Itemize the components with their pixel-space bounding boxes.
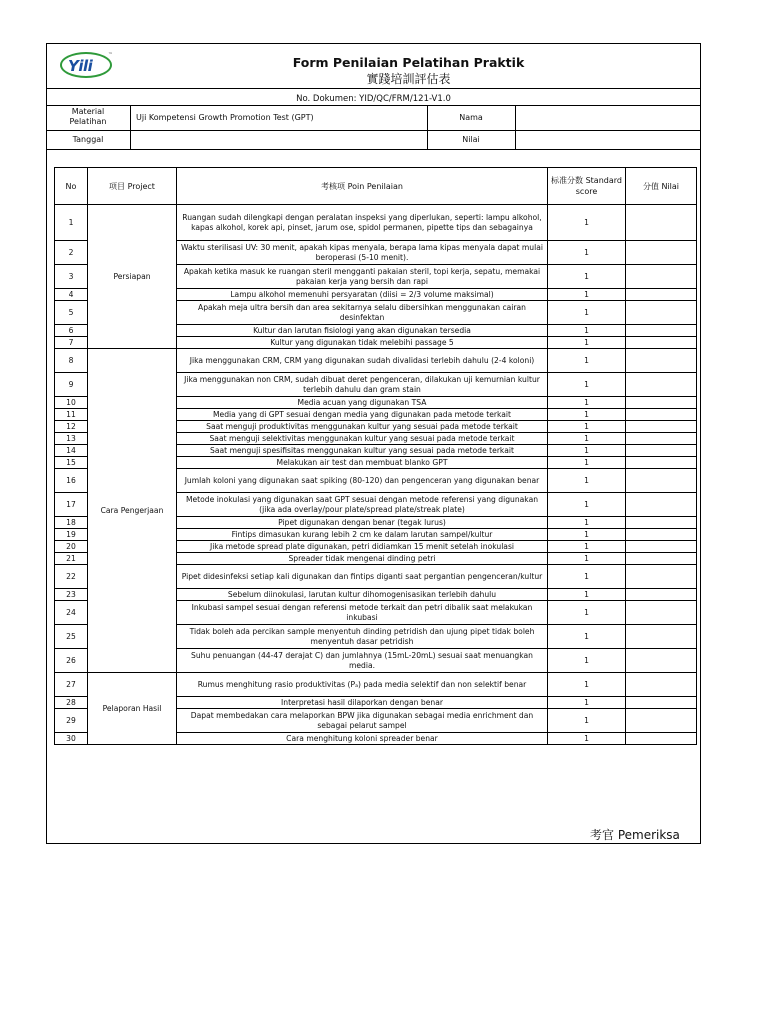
row-number: 6 xyxy=(55,325,88,337)
standard-score: 1 xyxy=(548,349,626,373)
nilai-input[interactable] xyxy=(626,337,697,349)
nilai-input[interactable] xyxy=(626,205,697,241)
nilai-input[interactable] xyxy=(626,445,697,457)
trademark-mark: ™ xyxy=(108,52,113,58)
assessment-point: Jumlah koloni yang digunakan saat spiking (80-120) dan pengenceran yang digunakan benar xyxy=(177,469,548,493)
header-poin: 考核项 Poin Penilaian xyxy=(177,168,548,205)
nilai-input[interactable] xyxy=(626,649,697,673)
row-number: 17 xyxy=(55,493,88,517)
standard-score: 1 xyxy=(548,589,626,601)
row-number: 25 xyxy=(55,625,88,649)
nilai-input[interactable] xyxy=(626,421,697,433)
row-number: 29 xyxy=(55,709,88,733)
yili-logo xyxy=(60,48,114,82)
assessment-point: Media yang di GPT sesuai dengan media yang digunakan pada metode terkait xyxy=(177,409,548,421)
nilai-input[interactable] xyxy=(626,541,697,553)
standard-score: 1 xyxy=(548,649,626,673)
nilai-input[interactable] xyxy=(626,493,697,517)
assessment-point: Pipet digunakan dengan benar (tegak lurus) xyxy=(177,517,548,529)
nilai-input[interactable] xyxy=(626,697,697,709)
nilai-input[interactable] xyxy=(626,457,697,469)
nilai-input[interactable] xyxy=(626,433,697,445)
row-number: 20 xyxy=(55,541,88,553)
standard-score: 1 xyxy=(548,493,626,517)
standard-score: 1 xyxy=(548,337,626,349)
pemeriksa-label: 考官 Pemeriksa xyxy=(590,828,680,842)
assessment-point: Dapat membedakan cara melaporkan BPW jika digunakan sebagai media enrichment dan sebagai pelarut sampel xyxy=(177,709,548,733)
assessment-point: Sebelum diinokulasi, larutan kultur dihomogenisasikan terlebih dahulu xyxy=(177,589,548,601)
standard-score: 1 xyxy=(548,625,626,649)
row-number: 4 xyxy=(55,289,88,301)
divider xyxy=(427,105,428,149)
assessment-point: Saat menguji produktivitas menggunakan kultur yang sesuai pada metode terkait xyxy=(177,421,548,433)
logo-text: Yili xyxy=(68,57,93,75)
nilai-input[interactable] xyxy=(626,469,697,493)
nilai-input[interactable] xyxy=(626,625,697,649)
document-number: No. Dokumen: YID/QC/FRM/121-V1.0 xyxy=(296,94,451,104)
row-number: 7 xyxy=(55,337,88,349)
standard-score: 1 xyxy=(548,529,626,541)
divider xyxy=(46,105,701,106)
standard-score: 1 xyxy=(548,541,626,553)
nilai-input[interactable] xyxy=(626,409,697,421)
row-number: 9 xyxy=(55,373,88,397)
standard-score: 1 xyxy=(548,733,626,745)
nama-label: Nama xyxy=(459,113,483,122)
assessment-point: Inkubasi sampel sesuai dengan referensi metode terkait dan petri dibalik saat melakukan inkubasi xyxy=(177,601,548,625)
assessment-point: Saat menguji selektivitas menggunakan kultur yang sesuai pada metode terkait xyxy=(177,433,548,445)
divider xyxy=(46,130,701,131)
table-row xyxy=(55,349,697,373)
assessment-table xyxy=(54,167,697,745)
row-number: 12 xyxy=(55,421,88,433)
row-number: 22 xyxy=(55,565,88,589)
table-row xyxy=(55,673,697,697)
form-subtitle: 實踐培訓評估表 xyxy=(366,72,451,86)
standard-score: 1 xyxy=(548,445,626,457)
material-label: Material Pelatihan xyxy=(69,107,107,126)
standard-score: 1 xyxy=(548,325,626,337)
nilai-input[interactable] xyxy=(626,397,697,409)
divider xyxy=(46,149,701,150)
header-nilai: 分值 Nilai xyxy=(626,168,697,205)
assessment-point: Jika menggunakan non CRM, sudah dibuat deret pengenceran, dilakukan uji kemurnian kultur terlebih dahulu dan gram stain xyxy=(177,373,548,397)
standard-score: 1 xyxy=(548,673,626,697)
nilai-input[interactable] xyxy=(626,373,697,397)
form-title: Form Penilaian Pelatihan Praktik xyxy=(292,55,525,70)
standard-score: 1 xyxy=(548,709,626,733)
row-number: 8 xyxy=(55,349,88,373)
standard-score: 1 xyxy=(548,601,626,625)
standard-score: 1 xyxy=(548,265,626,289)
assessment-point: Pipet didesinfeksi setiap kali digunakan dan fintips diganti saat pergantian pengenceran/kultur xyxy=(177,565,548,589)
row-number: 21 xyxy=(55,553,88,565)
assessment-point: Jika menggunakan CRM, CRM yang digunakan sudah divalidasi terlebih dahulu (2-4 koloni) xyxy=(177,349,548,373)
material-value: Uji Kompetensi Growth Promotion Test (GPT) xyxy=(136,113,314,122)
row-number: 10 xyxy=(55,397,88,409)
assessment-point: Lampu alkohol memenuhi persyaratan (diisi = 2/3 volume maksimal) xyxy=(177,289,548,301)
assessment-point: Rumus menghitung rasio produktivitas (Pₐ) pada media selektif dan non selektif benar xyxy=(177,673,548,697)
standard-score: 1 xyxy=(548,469,626,493)
nilai-input[interactable] xyxy=(626,733,697,745)
assessment-point: Interpretasi hasil dilaporkan dengan benar xyxy=(177,697,548,709)
row-number: 15 xyxy=(55,457,88,469)
row-number: 18 xyxy=(55,517,88,529)
standard-score: 1 xyxy=(548,373,626,397)
row-number: 26 xyxy=(55,649,88,673)
header-standard-score: 标准分数 Standard score xyxy=(548,168,626,205)
row-number: 30 xyxy=(55,733,88,745)
standard-score: 1 xyxy=(548,553,626,565)
row-number: 19 xyxy=(55,529,88,541)
standard-score: 1 xyxy=(548,457,626,469)
divider xyxy=(46,88,701,89)
divider xyxy=(130,105,131,149)
row-number: 24 xyxy=(55,601,88,625)
standard-score: 1 xyxy=(548,565,626,589)
project-group-pelaporan: Pelaporan Hasil xyxy=(88,673,177,745)
row-number: 5 xyxy=(55,301,88,325)
table-row xyxy=(55,205,697,241)
assessment-point: Media acuan yang digunakan TSA xyxy=(177,397,548,409)
standard-score: 1 xyxy=(548,289,626,301)
nilai-input[interactable] xyxy=(626,673,697,697)
nilai-input[interactable] xyxy=(626,289,697,301)
assessment-point: Cara menghitung koloni spreader benar xyxy=(177,733,548,745)
assessment-point: Ruangan sudah dilengkapi dengan peralatan inspeksi yang diperlukan, seperti: lampu alkohol, kapas alkohol, korek api, pinset, jarum ose, spidol permanen, pipette tips dan sebagainya xyxy=(177,205,548,241)
nilai-input[interactable] xyxy=(626,265,697,289)
header-no: No xyxy=(55,168,88,205)
nilai-input[interactable] xyxy=(626,241,697,265)
table-header-row xyxy=(55,168,697,205)
nilai-input[interactable] xyxy=(626,301,697,325)
nilai-input[interactable] xyxy=(626,325,697,337)
tanggal-label: Tanggal xyxy=(72,135,104,144)
nilai-input[interactable] xyxy=(626,349,697,373)
header-project: 项目 Project xyxy=(88,168,177,205)
nilai-input[interactable] xyxy=(626,565,697,589)
standard-score: 1 xyxy=(548,205,626,241)
assessment-point: Apakah meja ultra bersih dan area sekitarnya selalu dibersihkan menggunakan cairan desinfektan xyxy=(177,301,548,325)
nilai-input[interactable] xyxy=(626,601,697,625)
row-number: 13 xyxy=(55,433,88,445)
row-number: 2 xyxy=(55,241,88,265)
divider xyxy=(515,105,516,149)
standard-score: 1 xyxy=(548,517,626,529)
row-number: 23 xyxy=(55,589,88,601)
standard-score: 1 xyxy=(548,409,626,421)
row-number: 14 xyxy=(55,445,88,457)
assessment-point: Fintips dimasukan kurang lebih 2 cm ke dalam larutan sampel/kultur xyxy=(177,529,548,541)
standard-score: 1 xyxy=(548,397,626,409)
standard-score: 1 xyxy=(548,697,626,709)
standard-score: 1 xyxy=(548,433,626,445)
assessment-point: Tidak boleh ada percikan sample menyentuh dinding petridish dan ujung pipet tidak boleh menyentuh dasar petridish xyxy=(177,625,548,649)
assessment-point: Waktu sterilisasi UV: 30 menit, apakah kipas menyala, berapa lama kipas menyala dapat mulai beroperasi (5-10 menit). xyxy=(177,241,548,265)
row-number: 27 xyxy=(55,673,88,697)
project-group-cara: Cara Pengerjaan xyxy=(88,349,177,673)
row-number: 16 xyxy=(55,469,88,493)
assessment-point: Suhu penuangan (44-47 derajat C) dan jumlahnya (15mL-20mL) sesuai saat menuangkan media. xyxy=(177,649,548,673)
nilai-input[interactable] xyxy=(626,529,697,541)
standard-score: 1 xyxy=(548,421,626,433)
nilai-input[interactable] xyxy=(626,589,697,601)
assessment-point: Apakah ketika masuk ke ruangan steril mengganti pakaian steril, topi kerja, sepatu, memakai pakaian kerja yang bersih dan rapi xyxy=(177,265,548,289)
nilai-input[interactable] xyxy=(626,517,697,529)
assessment-point: Melakukan air test dan membuat blanko GPT xyxy=(177,457,548,469)
standard-score: 1 xyxy=(548,301,626,325)
assessment-point: Saat menguji spesifisitas menggunakan kultur yang sesuai pada metode terkait xyxy=(177,445,548,457)
nilai-label: Nilai xyxy=(462,135,480,144)
row-number: 3 xyxy=(55,265,88,289)
row-number: 11 xyxy=(55,409,88,421)
assessment-point: Kultur yang digunakan tidak melebihi passage 5 xyxy=(177,337,548,349)
nilai-input[interactable] xyxy=(626,553,697,565)
standard-score: 1 xyxy=(548,241,626,265)
row-number: 28 xyxy=(55,697,88,709)
project-group-persiapan: Persiapan xyxy=(88,205,177,349)
assessment-point: Spreader tidak mengenai dinding petri xyxy=(177,553,548,565)
row-number: 1 xyxy=(55,205,88,241)
nilai-input[interactable] xyxy=(626,709,697,733)
assessment-point: Jika metode spread plate digunakan, petri didiamkan 15 menit setelah inokulasi xyxy=(177,541,548,553)
assessment-point: Kultur dan larutan fisiologi yang akan digunakan tersedia xyxy=(177,325,548,337)
assessment-point: Metode inokulasi yang digunakan saat GPT sesuai dengan metode referensi yang digunakan (jika ada overlay/pour plate/spread plate/streak plate) xyxy=(177,493,548,517)
